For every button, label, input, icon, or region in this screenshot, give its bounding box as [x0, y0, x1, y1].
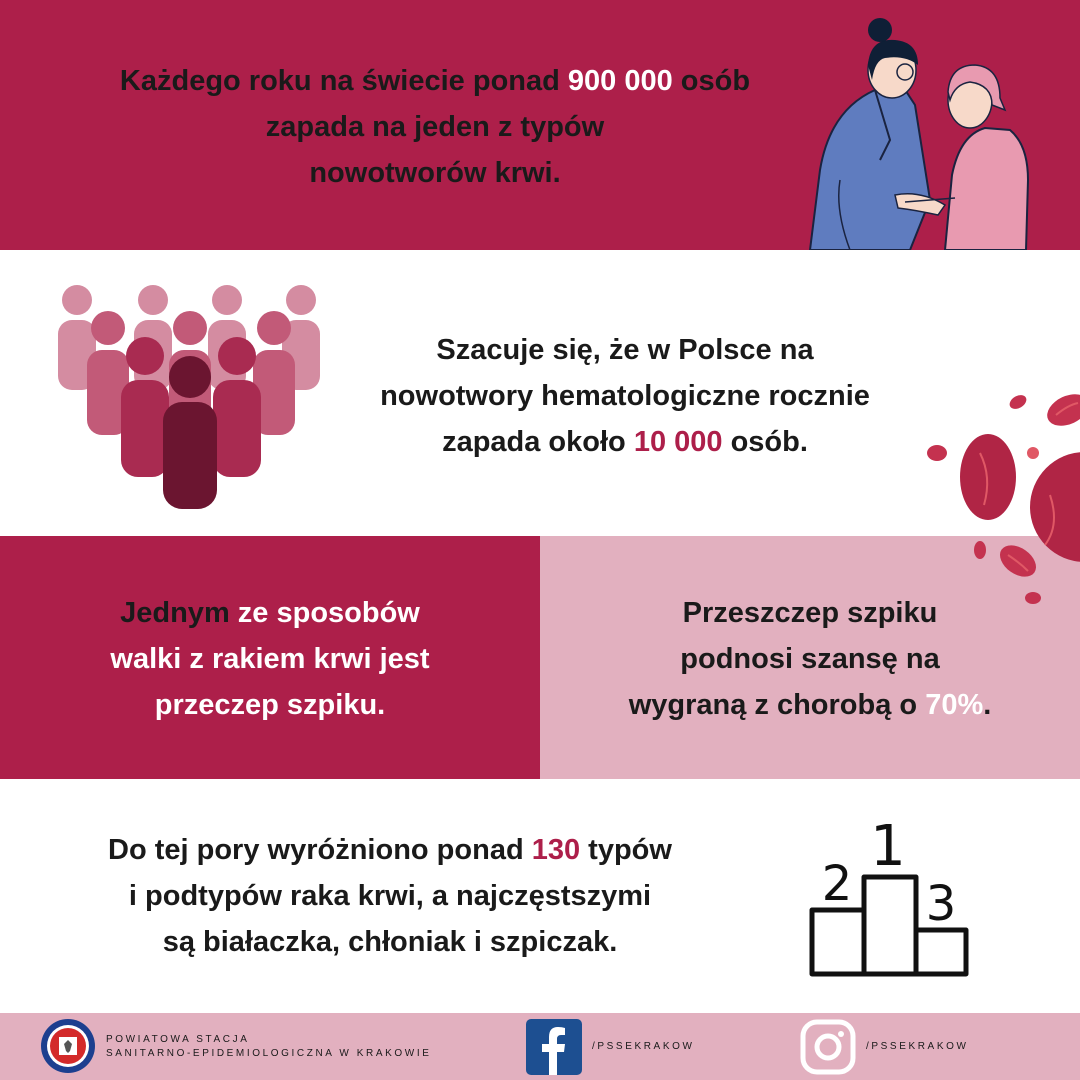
instagram-icon[interactable] [800, 1019, 856, 1075]
marrow-chance-percent: 70% [925, 689, 984, 721]
marrow-chance-text: Przeszczep szpiku podnosi szansę na wygraną z chorobą o 70%. [628, 597, 992, 721]
global-stat-text: Każdego roku na świecie ponad 900 000 osób zapada na jeden z typów nowotworów krwi. [119, 65, 751, 189]
facebook-icon[interactable] [526, 1019, 582, 1075]
blood-cells-decoration [920, 385, 1080, 615]
poland-stat-number: 10 000 [633, 426, 723, 458]
podium-third-label: 3 [925, 876, 957, 932]
blood-cancer-types-text: Do tej pory wyróżniono ponad 130 typów i podtypów raka krwi, a najczęstszymi są białaczka, chłoniak i szpiczak. [108, 834, 672, 958]
podium-icon [800, 815, 980, 985]
organization-name: POWIATOWA STACJA SANITARNO-EPIDEMIOLOGICZNA W KRAKOWIE [106, 1034, 432, 1059]
instagram-handle[interactable]: /PSSEKRAKOW [866, 1041, 969, 1052]
podium-second-label: 2 [821, 856, 853, 912]
podium-first-label: 1 [870, 815, 906, 879]
types-count-number: 130 [531, 834, 581, 866]
doctor-patient-illustration [780, 10, 1050, 250]
facebook-handle[interactable]: /PSSEKRAKOW [592, 1041, 695, 1052]
marrow-method-text: Jednym ze sposobów walki z rakiem krwi jest przeczep szpiku. [110, 597, 430, 721]
pssekrakow-emblem-logo [40, 1018, 96, 1074]
global-stat-number: 900 000 [567, 65, 673, 97]
people-crowd-icon [50, 280, 330, 515]
poland-stat-text: Szacuje się, że w Polsce na nowotwory hematologiczne rocznie zapada około 10 000 osób. [380, 334, 870, 458]
